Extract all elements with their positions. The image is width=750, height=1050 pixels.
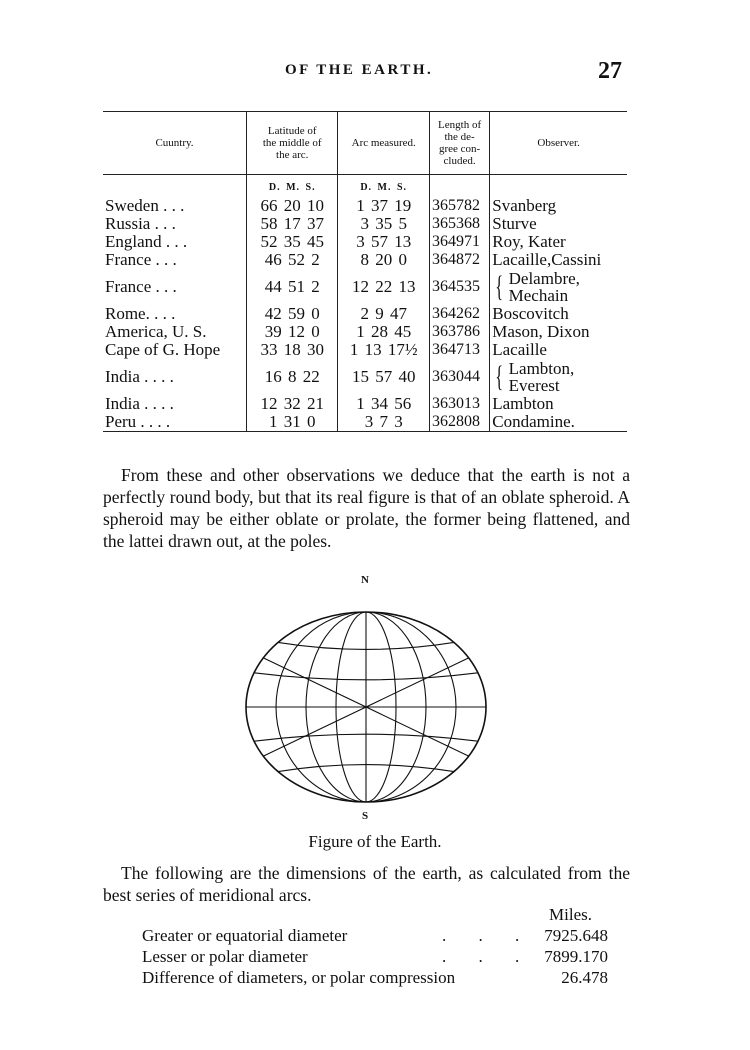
cell-arc: 3 57 13 xyxy=(338,233,429,251)
cell-observer: Condamine. xyxy=(490,413,627,432)
cell-observer: Roy, Kater xyxy=(492,232,566,251)
cell-latitude: 12 32 21 xyxy=(246,395,337,413)
cell-country: America, U. S. xyxy=(103,323,246,341)
dimensions-unit-header: Miles. xyxy=(549,905,592,924)
cell-latitude: 66 20 10 xyxy=(246,197,337,215)
cell-length: 363013 xyxy=(429,395,489,413)
cell-arc: 1 13 17½ xyxy=(338,341,429,359)
cell-observer: Boscovitch xyxy=(492,304,569,323)
cell-arc: 15 57 40 xyxy=(338,359,429,395)
header-length-line: Length of xyxy=(438,119,482,131)
running-head-title: OF THE EARTH. xyxy=(285,62,434,78)
cell-arc: 1 37 19 xyxy=(338,197,429,215)
cell-country: Russia . . . xyxy=(103,215,246,233)
meridian-arcs-table-wrap xyxy=(103,111,627,432)
dimension-row xyxy=(142,925,612,946)
dimensions-list xyxy=(142,904,612,988)
header-length-line: cluded. xyxy=(443,155,476,167)
cell-latitude: 44 51 2 xyxy=(246,269,337,305)
header-latitude-line: the arc. xyxy=(276,149,309,161)
cell-latitude: 39 12 0 xyxy=(246,323,337,341)
table-row xyxy=(103,197,627,215)
paragraph-spheroid-text: From these and other observations we deduce that the earth is not a perfectly round body, but that its real figure is that of an oblate spheroid. A spheroid may be either oblate or prolate, the former being flattened, and the lattei drawn out, at the poles. xyxy=(103,465,630,551)
table-row xyxy=(103,395,627,413)
page-number: 27 xyxy=(598,58,622,84)
dimension-value: 26.478 xyxy=(561,968,608,987)
cell-latitude: 33 18 30 xyxy=(246,341,337,359)
cell-country: England . . . xyxy=(103,233,246,251)
cell-length: 365368 xyxy=(429,215,489,233)
cell-length: 364971 xyxy=(429,233,489,251)
dimension-label: Greater or equatorial diameter xyxy=(142,926,348,945)
cell-observer xyxy=(490,359,627,395)
cell-latitude: 16 8 22 xyxy=(246,359,337,395)
header-latitude-line: Latitude of xyxy=(267,125,317,137)
cell-arc: 12 22 13 xyxy=(338,269,429,305)
cell-length: 364262 xyxy=(429,305,489,323)
dimension-value: 7899.170 xyxy=(544,947,608,966)
dimension-label: Lesser or polar diameter xyxy=(142,947,308,966)
units-arc: D. M. S. xyxy=(338,175,429,198)
cell-length: 364535 xyxy=(429,269,489,305)
cell-country: France . . . xyxy=(103,269,246,305)
dimension-leader-dots: . . . xyxy=(442,926,534,945)
cell-length: 365782 xyxy=(429,197,489,215)
header-length xyxy=(429,112,489,175)
cell-latitude: 1 31 0 xyxy=(246,413,337,432)
dimension-value: 7925.648 xyxy=(544,926,608,945)
cell-length: 363044 xyxy=(429,359,489,395)
units-latitude: D. M. S. xyxy=(246,175,337,198)
cell-observer xyxy=(490,269,627,305)
cell-arc: 2 9 47 xyxy=(338,305,429,323)
brace-glyph: { xyxy=(495,270,504,303)
observer-name: Everest xyxy=(508,376,560,395)
cell-length: 362808 xyxy=(429,413,489,432)
meridian-grid xyxy=(246,612,486,802)
table-row xyxy=(103,359,627,395)
meridian-arcs-table xyxy=(103,111,627,432)
cell-latitude: 52 35 45 xyxy=(246,233,337,251)
observer-name: Mechain xyxy=(508,286,569,305)
observer-name: Lambton, xyxy=(508,359,575,378)
table-row xyxy=(103,323,627,341)
paragraph-spheroid xyxy=(103,464,630,552)
header-country: Cuuntry. xyxy=(103,112,246,175)
header-latitude-line: the middle of xyxy=(262,137,322,149)
cell-length: 364713 xyxy=(429,341,489,359)
table-row xyxy=(103,341,627,359)
cell-arc: 1 34 56 xyxy=(338,395,429,413)
observer-pair xyxy=(509,360,575,394)
cell-observer: Mason, Dixon xyxy=(492,322,590,341)
south-pole-label: S xyxy=(362,810,369,822)
north-pole-label: N xyxy=(361,574,369,586)
header-length-line: gree con- xyxy=(438,143,481,155)
cell-country: Cape of G. Hope xyxy=(103,341,246,359)
cell-latitude: 46 52 2 xyxy=(246,251,337,269)
header-latitude xyxy=(246,112,337,175)
table-row xyxy=(103,233,627,251)
brace-glyph: { xyxy=(495,360,504,393)
cell-country: India . . . . xyxy=(103,359,246,395)
dimension-row xyxy=(142,946,612,967)
dimension-label: Difference of diameters, or polar compression xyxy=(142,968,456,987)
cell-observer: Lacaille xyxy=(492,340,547,359)
header-arc: Arc measured. xyxy=(338,112,429,175)
cell-observer: Sturve xyxy=(492,214,537,233)
header-observer: Observer. xyxy=(490,112,627,175)
cell-arc: 3 35 5 xyxy=(338,215,429,233)
table-row xyxy=(103,251,627,269)
table-row xyxy=(103,269,627,305)
cell-country: Sweden . . . xyxy=(103,197,246,215)
header-length-line: the de- xyxy=(444,131,475,143)
units-row xyxy=(103,175,627,198)
cell-observer: Svanberg xyxy=(492,196,557,215)
cell-latitude: 58 17 37 xyxy=(246,215,337,233)
observer-pair xyxy=(509,270,580,304)
table-row xyxy=(103,413,627,432)
cell-country: Rome. . . . xyxy=(103,305,246,323)
table-row xyxy=(103,215,627,233)
cell-arc: 1 28 45 xyxy=(338,323,429,341)
table-row xyxy=(103,305,627,323)
running-head xyxy=(0,58,750,86)
cell-arc: 3 7 3 xyxy=(338,413,429,432)
cell-observer: Lambton xyxy=(492,394,554,413)
observer-name: Delambre, xyxy=(508,269,580,288)
cell-length: 363786 xyxy=(429,323,489,341)
cell-arc: 8 20 0 xyxy=(338,251,429,269)
figure-caption: Figure of the Earth. xyxy=(308,832,442,851)
paragraph-dimensions xyxy=(103,862,630,906)
dimension-leader-dots: . . . xyxy=(442,947,534,966)
cell-country: India . . . . xyxy=(103,395,246,413)
cell-country: France . . . xyxy=(103,251,246,269)
cell-length: 364872 xyxy=(429,251,489,269)
paragraph-dimensions-text: The following are the dimensions of the earth, as calculated from the best series of meridional arcs. xyxy=(103,863,630,905)
cell-observer: Lacaille,Cassini xyxy=(492,250,602,269)
cell-country: Peru . . . . xyxy=(103,413,246,432)
dimension-row xyxy=(142,967,612,988)
earth-spheroid-figure xyxy=(236,572,496,842)
cell-latitude: 42 59 0 xyxy=(246,305,337,323)
table-body xyxy=(103,175,627,432)
